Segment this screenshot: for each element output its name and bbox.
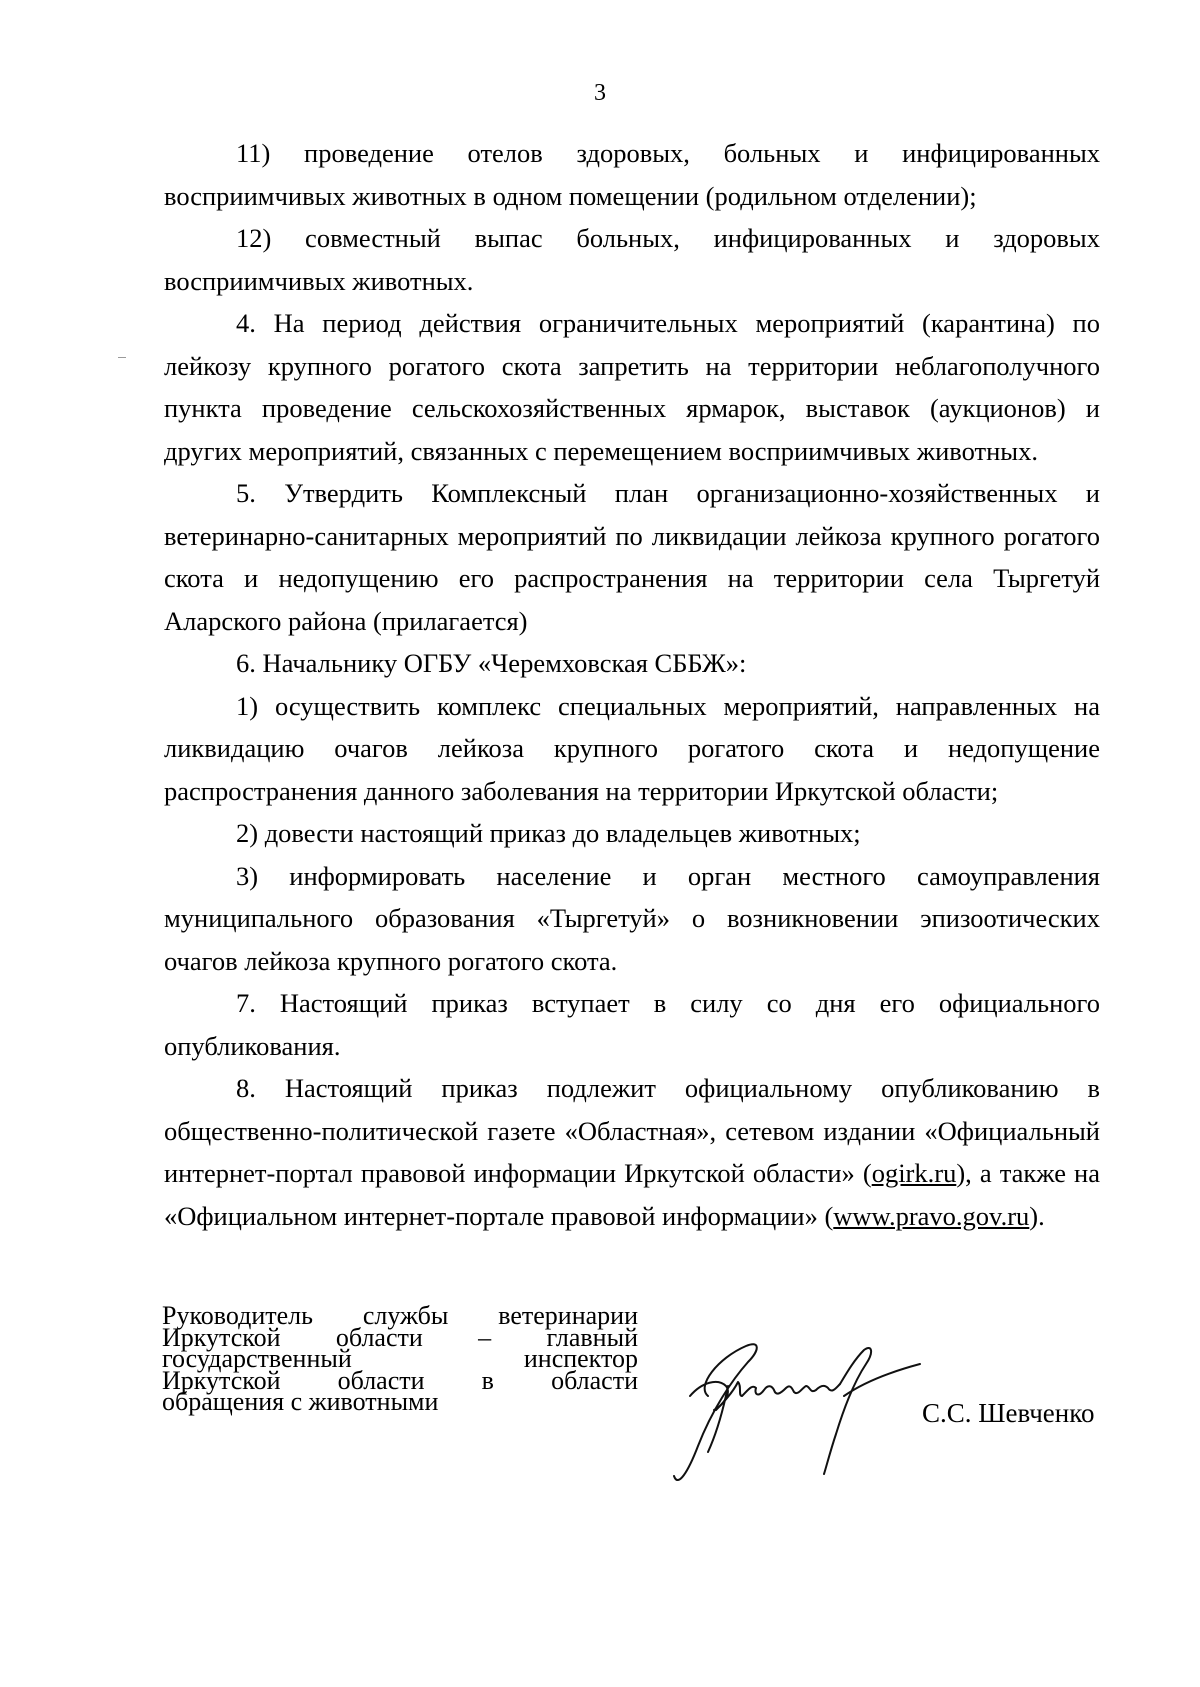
publication-text-1: 8. Настоящий приказ подлежит официальному опубликованию в общественно-политической газете «Областная», сетевом издании «Официальный интернет-портал правовой информации Иркутской области» ( bbox=[164, 1073, 1100, 1188]
title-word: главный bbox=[546, 1322, 638, 1352]
title-word: инспектор bbox=[523, 1344, 638, 1373]
title-word: области bbox=[551, 1365, 638, 1395]
paragraph-6-1: 1) осуществить комплекс специальных мероприятий, направленных на ликвидацию очагов лейкоза крупного рогатого скота и недопущение распространения данного заболевания на территории Иркутской области; bbox=[164, 690, 1100, 806]
page-number: 3 bbox=[594, 80, 606, 106]
title-word: области bbox=[335, 1322, 423, 1352]
title-word: – bbox=[478, 1322, 492, 1352]
paragraph-8 bbox=[164, 1067, 1100, 1237]
title-word: Руководитель bbox=[162, 1301, 313, 1330]
title-word: в bbox=[481, 1365, 494, 1395]
paragraph-6-2: 2) довести настоящий приказ до владельцев животных; bbox=[236, 818, 861, 848]
link-pravo[interactable]: www.pravo.gov.ru bbox=[833, 1200, 1030, 1231]
document-body bbox=[164, 132, 1100, 1237]
link-ogirk[interactable]: ogirk.ru bbox=[871, 1158, 957, 1188]
margin-mark bbox=[118, 357, 126, 358]
paragraph-7: 7. Настоящий приказ вступает в силу со дня его официального опубликования. bbox=[164, 988, 1100, 1061]
title-word: государственный bbox=[162, 1344, 352, 1373]
title-word: Иркутской bbox=[162, 1365, 281, 1395]
title-word: ветеринарии bbox=[498, 1301, 638, 1330]
title-word: Иркутской bbox=[162, 1322, 281, 1352]
title-word: обращения с животными bbox=[162, 1387, 439, 1416]
signatory-title bbox=[162, 1301, 638, 1416]
title-word: области bbox=[337, 1365, 425, 1395]
publication-text-2: ), а также на «Официальном интернет-портале правовой информации» ( bbox=[164, 1158, 1101, 1231]
paragraph-6-3: 3) информировать население и орган местного самоуправления муниципального образования «Тыргетуй» о возникновении эпизоотических очагов лейкоза крупного рогатого скота. bbox=[164, 860, 1100, 976]
title-word: службы bbox=[362, 1301, 449, 1330]
signatory-name: С.С. Шевченко bbox=[922, 1398, 1095, 1428]
paragraph-5: 5. Утвердить Комплексный план организационно-хозяйственных и ветеринарно-санитарных мероприятий по ликвидации лейкоза крупного рогатого скота и недопущению его распространения на территории села Тыргетуй Аларского района (прилагается) bbox=[164, 478, 1100, 636]
paragraph-11: 11) проведение отелов здоровых, больных и инфицированных восприимчивых животных в одном помещении (родильном отделении); bbox=[164, 138, 1100, 211]
paragraph-6: 6. Начальнику ОГБУ «Черемховская СББЖ»: bbox=[236, 648, 747, 678]
handwritten-signature bbox=[668, 1326, 930, 1496]
paragraph-12: 12) совместный выпас больных, инфицированных и здоровых восприимчивых животных. bbox=[164, 223, 1100, 296]
paragraph-4: 4. На период действия ограничительных мероприятий (карантина) по лейкозу крупного рогатого скота запретить на территории неблагополучного пункта проведение сельскохозяйственных ярмарок, выставок (аукционов) и других мероприятий, связанных с перемещением восприимчивых животных. bbox=[164, 308, 1100, 466]
publication-text-3: ). bbox=[1029, 1200, 1045, 1231]
